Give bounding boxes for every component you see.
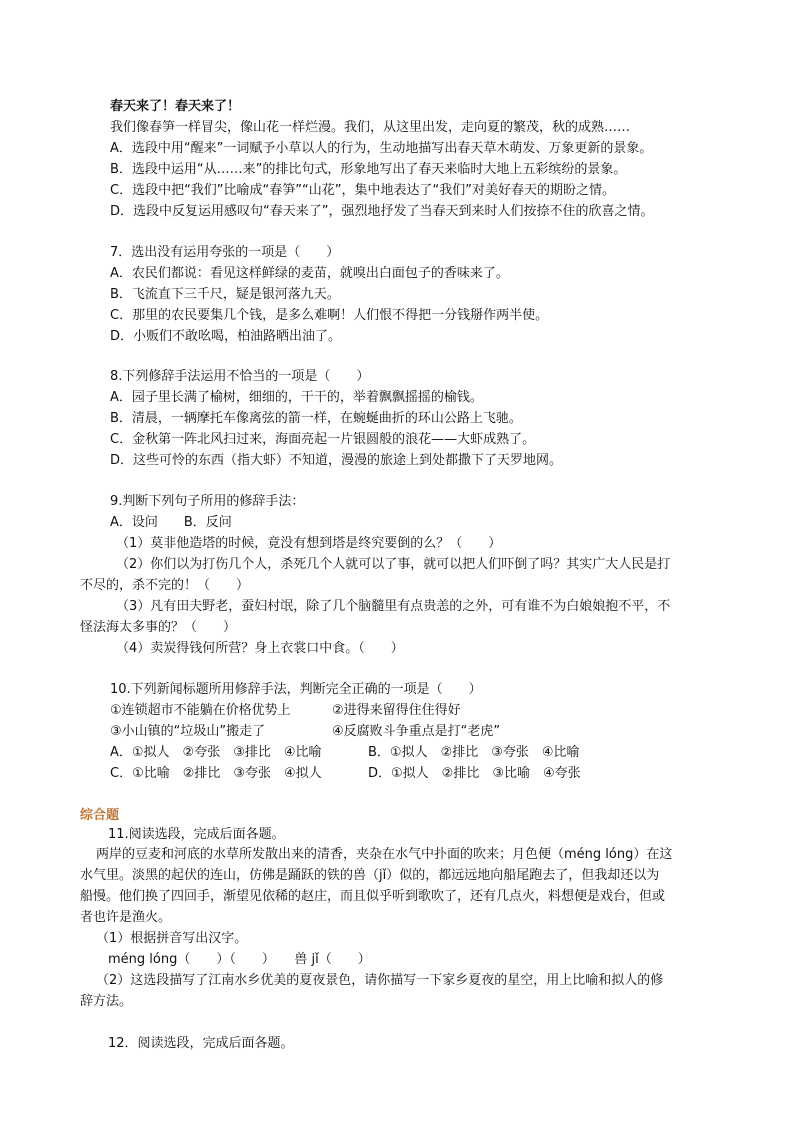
q6-option-b: B．选段中运用“从……来”的排比句式，形象地写出了春天来临时大地上五彩缤纷的景象。 — [110, 162, 627, 177]
q10-options-row-2 — [110, 764, 581, 784]
q10-headline-2: ②进得来留得住住得好 — [332, 703, 461, 718]
q11-passage-line-2: 水气里。淡黑的起伏的连山，仿佛是踊跃的铁的兽（jǐ）似的，都远远地向船尾跑去了，但我却还以为 — [80, 868, 660, 883]
q10-option-b: B．①拟人 ②排比 ③夸张 ④比喻 — [368, 745, 580, 760]
q11-stem: 11.阅读选段，完成后面各题。 — [108, 827, 285, 842]
poem-line-2: 我们像春笋一样冒尖，像山花一样烂漫。我们，从这里出发，走向夏的繁茂，秋的成熟…… — [110, 120, 631, 135]
q7-option-c: C．那里的农民要集几个钱，是多么难啊！人们恨不得把一分钱掰作两半使。 — [110, 308, 549, 323]
q8-option-b: B．清晨，一辆摩托车像离弦的箭一样，在蜿蜒曲折的环山公路上飞驰。 — [110, 411, 522, 426]
q9-sentence-1: （1）莫非他造塔的时候，竟没有想到塔是终究要倒的么？（ ） — [116, 536, 502, 551]
q10-option-d: D．①拟人 ②排比 ③比喻 ④夸张 — [368, 766, 581, 781]
q10-headline-1: ①连锁超市不能躺在价格优势上 — [110, 703, 291, 718]
section-heading: 综合题 — [80, 808, 120, 823]
q11-sub-question-1: （1）根据拼音写出汉字。 — [96, 931, 248, 946]
q10-options-row-1 — [110, 743, 580, 763]
q8-stem: 8.下列修辞手法运用不恰当的一项是（ ） — [110, 369, 370, 384]
q10-headlines-row-2 — [110, 722, 500, 742]
q10-headlines-row-1 — [110, 701, 461, 721]
q6-option-c: C．选段中把“我们”比喻成“春笋”“山花”，集中地表达了“我们”对美好春天的期盼之情。 — [110, 183, 615, 198]
q10-stem: 10.下列新闻标题所用修辞手法，判断完全正确的一项是（ ） — [110, 682, 482, 697]
q9-stem: 9.判断下列句子所用的修辞手法： — [110, 494, 305, 509]
q11-passage-line-3: 船慢。他们换了四回手，渐望见依稀的赵庄，而且似乎听到歌吹了，还有几点火，料想便是戏台，但或 — [80, 889, 666, 904]
q9-sentence-2-cont: 不尽的，杀不完的！（ ） — [80, 578, 250, 593]
q11-sub-question-2-cont: 辞方法。 — [80, 994, 133, 1009]
q11-passage-line-1: 两岸的豆麦和河底的水草所发散出来的清香，夹杂在水气中扑面的吹来；月色便（méng lóng）在这 — [96, 847, 673, 862]
q10-option-c: C．①比喻 ②排比 ③夸张 ④拟人 — [110, 766, 322, 781]
q9-sentence-2: （2）你们以为打伤几个人，杀死几个人就可以了事，就可以把人们吓倒了吗？其实广大人民是打 — [116, 557, 671, 572]
q11-pinyin-blanks: méng lóng（ ）（ ） 兽 jǐ（ ） — [108, 952, 371, 967]
q9-options: A．设问 B．反问 — [110, 515, 232, 530]
q10-headline-3: ③小山镇的“垃圾山”搬走了 — [110, 724, 266, 739]
q11-passage-line-4: 者也许是渔火。 — [80, 910, 172, 925]
q6-option-a: A．选段中用“醒来”一词赋予小草以人的行为，生动地描写出春天草木萌发、万象更新的景象。 — [110, 141, 653, 156]
q6-option-d: D．选段中反复运用感叹句“春天来了”，强烈地抒发了当春天到来时人们按捺不住的欣喜之情。 — [110, 204, 654, 219]
q9-sentence-3-cont: 怪法海太多事的？（ ） — [80, 620, 237, 635]
q10-option-a: A．①拟人 ②夸张 ③排比 ④比喻 — [110, 745, 322, 760]
q8-option-c: C．金秋第一阵北风扫过来，海面亮起一片银圆般的浪花——大虾成熟了。 — [110, 432, 536, 447]
q7-option-a: A．农民们都说：看见这样鲜绿的麦苗，就嗅出白面包子的香味来了。 — [110, 266, 509, 281]
q7-option-b: B．飞流直下三千尺，疑是银河落九天。 — [110, 287, 340, 302]
q9-sentence-3: （3）凡有田夫野老，蚕妇村氓，除了几个脑髓里有点贵恙的之外，可有谁不为白娘娘抱不平，不 — [116, 599, 671, 614]
q7-stem: 7．选出没有运用夸张的一项是（ ） — [110, 245, 340, 260]
q11-sub-question-2: （2）这选段描写了江南水乡优美的夏夜景色，请你描写一下家乡夏夜的星空，用上比喻和拟人的修 — [96, 973, 664, 988]
q8-option-d: D．这些可怜的东西（指大虾）不知道，漫漫的旅途上到处都撒下了天罗地网。 — [110, 453, 563, 468]
q12-stem: 12．阅读选段，完成后面各题。 — [108, 1036, 294, 1051]
q7-option-d: D．小贩们不敢吆喝，柏油路晒出油了。 — [110, 329, 342, 344]
poem-line-1: 春天来了！春天来了！ — [110, 99, 241, 114]
q10-headline-4: ④反腐败斗争重点是打“老虎” — [332, 724, 501, 739]
q9-sentence-4: （4）卖炭得钱何所营？身上衣裳口中食。（ ） — [116, 641, 404, 656]
q8-option-a: A．园子里长满了榆树，细细的，干干的，举着飘飘摇摇的榆钱。 — [110, 390, 483, 405]
